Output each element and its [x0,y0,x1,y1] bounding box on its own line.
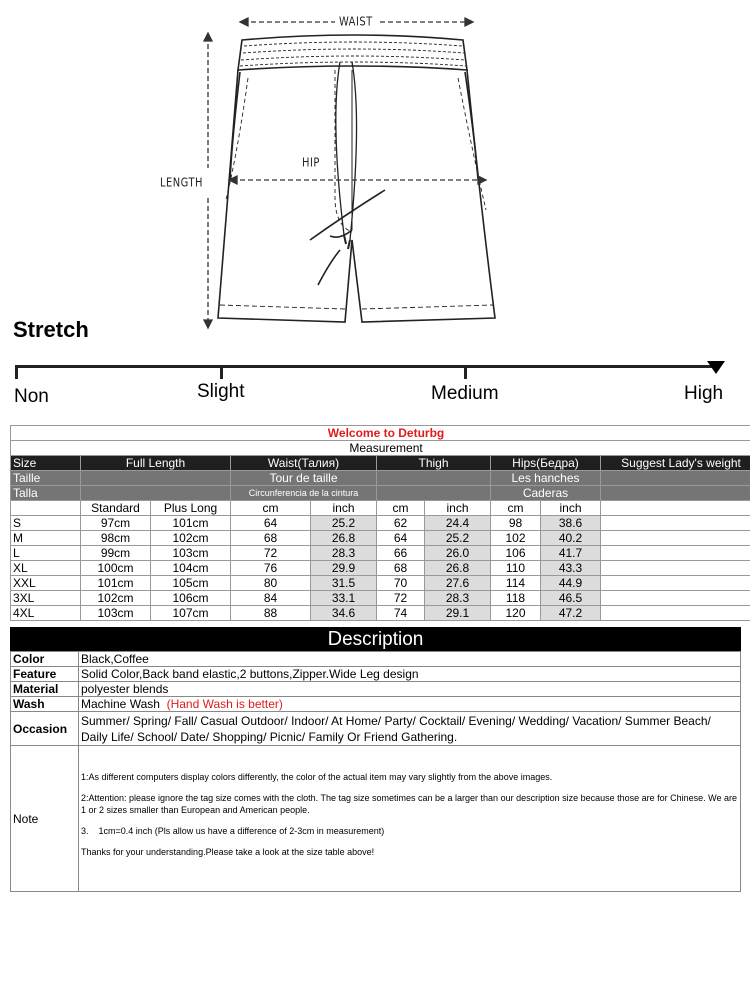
material-label: Material [11,682,79,697]
stretch-level-non: Non [14,386,49,407]
size-cell-hips-cm: 98 [491,516,541,531]
size-cell-weight [601,591,750,606]
size-cell-standard: 97cm [81,516,151,531]
stretch-scale-line [15,365,720,368]
size-cell-standard: 98cm [81,531,151,546]
size-cell-plus-long: 107cm [151,606,231,621]
length-label: LENGTH [160,175,203,190]
wash-value: Machine Wash [81,697,160,711]
header-hips: Hips(Бедра) [491,456,601,471]
header-es-label: Talla [11,486,81,501]
size-cell-standard: 102cm [81,591,151,606]
size-cell-waist-cm: 84 [231,591,311,606]
description-title-rest: escription [342,629,424,650]
size-cell-thigh-in: 29.1 [425,606,491,621]
wash-cell [79,697,741,712]
stretch-level-slight: Slight [197,381,245,402]
size-cell-standard: 99cm [81,546,151,561]
size-cell-standard: 100cm [81,561,151,576]
shorts-diagram [0,0,750,340]
size-cell-size: 3XL [11,591,81,606]
description-header [10,627,741,651]
stretch-level-medium: Medium [431,383,499,404]
size-row [11,516,750,531]
subheader-hips-cm: cm [491,501,541,516]
header-fr-waist: Tour de taille [231,471,377,486]
size-cell-size: 4XL [11,606,81,621]
size-cell-size: M [11,531,81,546]
size-rows [11,516,750,621]
size-cell-plus-long: 103cm [151,546,231,561]
size-cell-thigh-in: 25.2 [425,531,491,546]
desc-row-occasion [11,712,741,746]
table-welcome: Welcome to Deturbg [11,426,750,441]
size-cell-plus-long: 101cm [151,516,231,531]
size-cell-hips-cm: 118 [491,591,541,606]
wash-note: (Hand Wash is better) [166,697,283,711]
size-cell-waist-in: 33.1 [311,591,377,606]
size-cell-hips-cm: 120 [491,606,541,621]
header-row-es [11,486,750,501]
header-lady-weight: Suggest Lady's weight [601,456,750,471]
size-cell-thigh-cm: 74 [377,606,425,621]
size-cell-waist-cm: 64 [231,516,311,531]
size-cell-weight [601,576,750,591]
size-table [10,425,750,621]
size-row [11,591,750,606]
subheader-waist-cm: cm [231,501,311,516]
header-thigh: Thigh [377,456,491,471]
size-cell-hips-cm: 114 [491,576,541,591]
size-row [11,546,750,561]
stretch-selected-marker [707,361,725,374]
size-cell-thigh-cm: 64 [377,531,425,546]
desc-row-material [11,682,741,697]
size-cell-waist-cm: 80 [231,576,311,591]
size-cell-hips-in: 47.2 [541,606,601,621]
size-cell-hips-in: 41.7 [541,546,601,561]
desc-row-color [11,652,741,667]
size-row [11,576,750,591]
stretch-tick-slight [220,367,223,379]
size-cell-waist-in: 25.2 [311,516,377,531]
size-cell-weight [601,516,750,531]
note-line-4: Thanks for your understanding.Please take a look at the size table above! [81,846,375,857]
material-value: polyester blends [79,682,741,697]
size-cell-hips-cm: 106 [491,546,541,561]
note-cell [79,746,741,892]
size-cell-thigh-in: 27.6 [425,576,491,591]
size-cell-waist-in: 28.3 [311,546,377,561]
subheader-standard: Standard [81,501,151,516]
size-cell-waist-cm: 72 [231,546,311,561]
subheader-waist-inch: inch [311,501,377,516]
desc-row-note [11,746,741,892]
stretch-tick-non [15,367,18,379]
subheader-thigh-cm: cm [377,501,425,516]
subheader-row [11,501,750,516]
size-cell-size: XXL [11,576,81,591]
size-row [11,606,750,621]
size-cell-standard: 103cm [81,606,151,621]
color-value: Black,Coffee [79,652,741,667]
size-cell-waist-cm: 68 [231,531,311,546]
shorts-drawing [0,0,750,340]
size-cell-size: S [11,516,81,531]
desc-row-wash [11,697,741,712]
subheader-hips-inch: inch [541,501,601,516]
header-row-en [11,456,750,471]
subheader-thigh-inch: inch [425,501,491,516]
size-cell-hips-in: 43.3 [541,561,601,576]
feature-label: Feature [11,667,79,682]
table-measurement: Measurement [11,441,750,456]
size-cell-thigh-cm: 66 [377,546,425,561]
waist-label: WAIST [339,14,373,29]
header-es-hips: Caderas [491,486,601,501]
size-cell-thigh-cm: 62 [377,516,425,531]
size-cell-weight [601,531,750,546]
size-cell-thigh-cm: 72 [377,591,425,606]
header-row-fr [11,471,750,486]
note-line-2: 2:Attention: please ignore the tag size comes with the cloth. The tag size sometimes can be a larger than our description size because those are for Chinese. We are 1 or 2 sizes smaller than European and American people. [81,792,738,815]
hip-label: HIP [302,155,320,170]
size-cell-waist-cm: 76 [231,561,311,576]
desc-row-feature [11,667,741,682]
size-cell-size: L [11,546,81,561]
size-cell-hips-in: 38.6 [541,516,601,531]
header-fr-label: Taille [11,471,81,486]
size-cell-hips-in: 46.5 [541,591,601,606]
size-cell-waist-in: 29.9 [311,561,377,576]
size-cell-thigh-in: 26.0 [425,546,491,561]
stretch-level-high: High [684,383,724,404]
header-size: Size [11,456,81,471]
size-cell-waist-in: 31.5 [311,576,377,591]
size-cell-standard: 101cm [81,576,151,591]
size-cell-waist-cm: 88 [231,606,311,621]
size-row [11,531,750,546]
size-cell-hips-in: 44.9 [541,576,601,591]
size-cell-plus-long: 104cm [151,561,231,576]
note-line-3: 3. 1cm=0.4 inch (Pls allow us have a difference of 2-3cm in measurement) [81,825,385,836]
occasion-value: Summer/ Spring/ Fall/ Casual Outdoor/ Indoor/ At Home/ Party/ Cocktail/ Evening/ Wedding/ Vacation/ Summer Beach/ Daily Life/ School/ Date/ Shopping/ Picnic/ Family Or Friend Gathering. [79,712,741,746]
size-cell-weight [601,561,750,576]
size-cell-thigh-cm: 68 [377,561,425,576]
size-cell-plus-long: 102cm [151,531,231,546]
size-cell-hips-cm: 110 [491,561,541,576]
size-cell-size: XL [11,561,81,576]
wash-label: Wash [11,697,79,712]
size-cell-weight [601,606,750,621]
size-cell-plus-long: 106cm [151,591,231,606]
stretch-title: Stretch [13,317,89,342]
size-cell-hips-cm: 102 [491,531,541,546]
size-cell-waist-in: 26.8 [311,531,377,546]
header-full-length: Full Length [81,456,231,471]
header-fr-hips: Les hanches [491,471,601,486]
description-table [10,651,741,892]
size-cell-waist-in: 34.6 [311,606,377,621]
color-label: Color [11,652,79,667]
stretch-tick-medium [464,367,467,379]
size-cell-plus-long: 105cm [151,576,231,591]
occasion-label: Occasion [11,712,79,746]
header-es-waist: Circunferencia de la cintura [231,486,377,501]
size-cell-thigh-in: 24.4 [425,516,491,531]
size-row [11,561,750,576]
size-cell-hips-in: 40.2 [541,531,601,546]
size-cell-thigh-in: 28.3 [425,591,491,606]
size-cell-weight [601,546,750,561]
header-waist: Waist(Талия) [231,456,377,471]
size-cell-thigh-in: 26.8 [425,561,491,576]
subheader-plus-long: Plus Long [151,501,231,516]
note-line-1: 1:As different computers display colors differently, the color of the actual item may vary slightly from the above images. [81,771,553,782]
feature-value: Solid Color,Back band elastic,2 buttons,Zipper.Wide Leg design [79,667,741,682]
note-label: Note [11,746,79,892]
description-title-initial: D [327,628,343,650]
size-cell-thigh-cm: 70 [377,576,425,591]
